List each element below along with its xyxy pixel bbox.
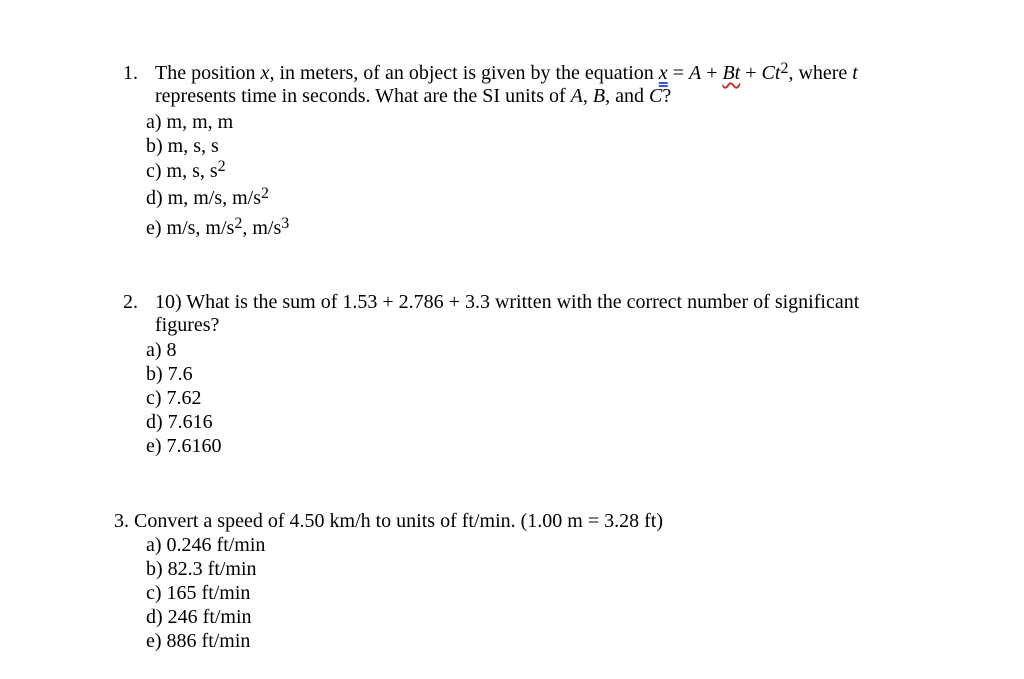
question-1-stem-line2: represents time in seconds. What are the SI units of A, B, and C? xyxy=(155,85,672,107)
option-b[interactable]: b) 7.6 xyxy=(146,363,193,385)
question-3-stem: 3. Convert a speed of 4.50 km/h to units of ft/min. (1.00 m = 3.28 ft) xyxy=(114,510,663,532)
option-e[interactable]: e) m/s, $m/s^2$, $m/s^3$ xyxy=(146,215,290,239)
option-e[interactable]: e) 7.6160 xyxy=(146,435,222,457)
option-d[interactable]: d) 246 ft/min xyxy=(146,606,252,628)
option-d[interactable]: d) 7.616 xyxy=(146,411,213,433)
option-a[interactable]: a) 0.246 ft/min xyxy=(146,534,266,556)
option-a[interactable]: a) 8 xyxy=(146,339,177,361)
option-b[interactable]: b) m, s, s xyxy=(146,135,219,157)
option-c[interactable]: c) m, s, $s^2$ xyxy=(146,158,226,182)
option-e[interactable]: e) 886 ft/min xyxy=(146,630,251,652)
question-number: 1. xyxy=(123,62,138,84)
option-c[interactable]: c) 7.62 xyxy=(146,387,202,409)
question-2-stem-line1: 10) What is the sum of 1.53 + 2.786 + 3.3 written with the correct number of significant xyxy=(155,291,860,313)
question-2-stem-line2: figures? xyxy=(155,314,220,336)
question-1-stem-line1: The position x, in meters, of an object is given by the equation $x = A + Bt + Ct^2$, where t xyxy=(155,60,858,84)
question-number: 2. xyxy=(123,291,138,313)
option-d[interactable]: d) m, m/s, $m/s^2$ xyxy=(146,185,270,209)
option-b[interactable]: b) 82.3 ft/min xyxy=(146,558,257,580)
option-c[interactable]: c) 165 ft/min xyxy=(146,582,251,604)
option-a[interactable]: a) m, m, m xyxy=(146,111,234,133)
